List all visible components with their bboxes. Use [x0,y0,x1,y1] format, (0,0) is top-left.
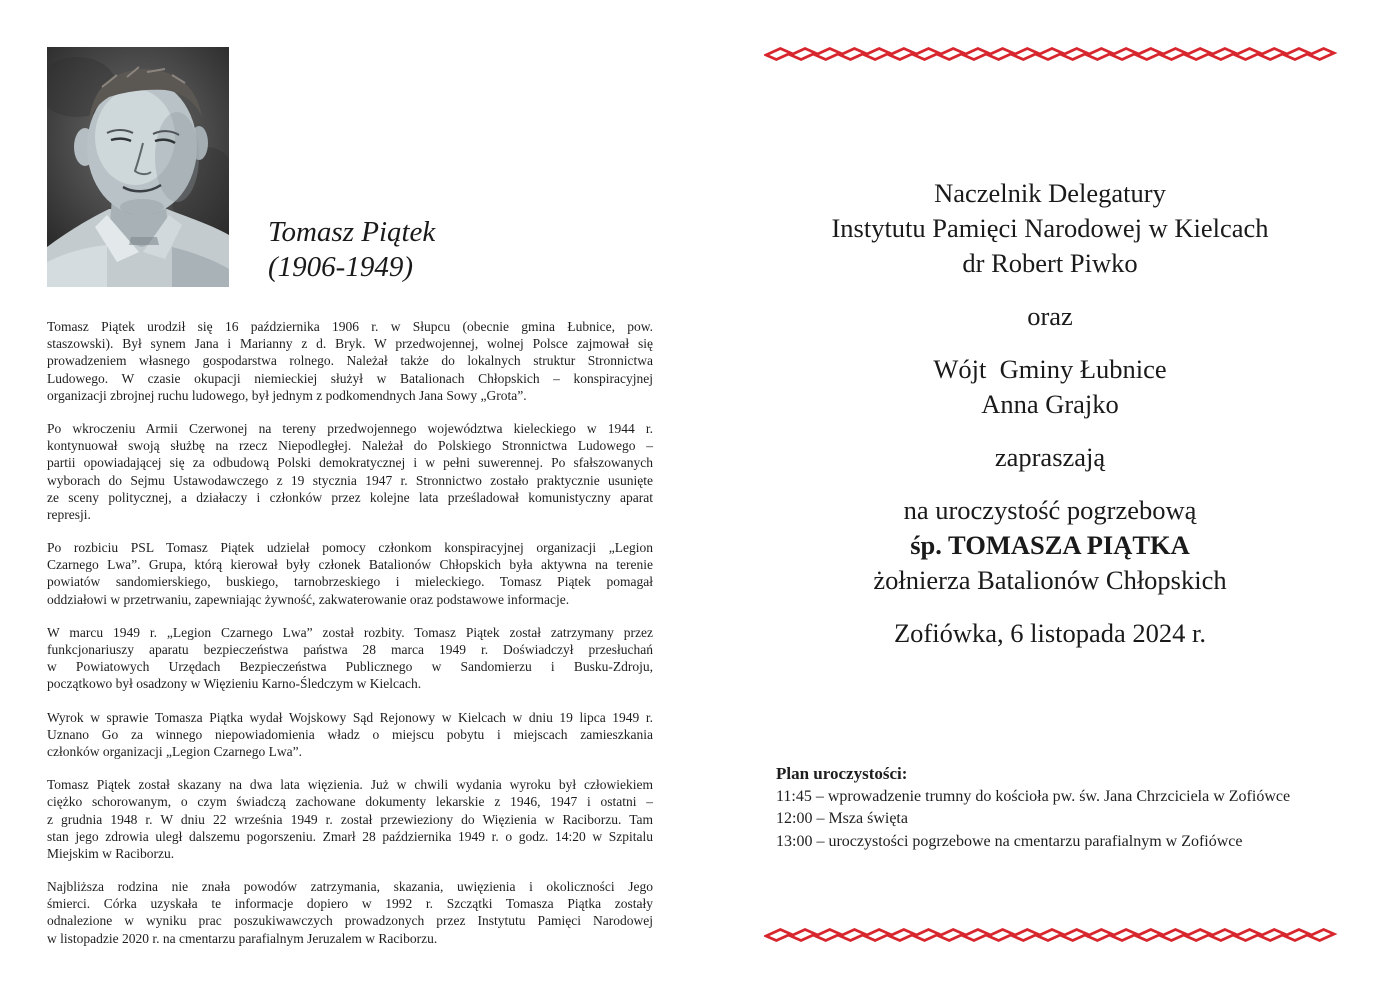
biography-paragraph [47,776,653,862]
biography-paragraph [47,420,653,523]
diamond-ornament [1285,930,1310,941]
diamond-ornament [1260,49,1285,60]
diamond-ornament [939,49,964,60]
bottom-diamond-border [764,926,1338,944]
place-date-text: Zofiówka, 6 listopada 2024 r. [893,618,1207,648]
diamond-ornament [1136,49,1161,60]
diamond-ornament [964,49,989,60]
diamond-ornament [815,930,840,941]
text-line: Po rozbiciu PSL Tomasz Piątek udzielał pomocy członkom konspiracyjnej organizacji „Legion [47,540,653,556]
host-name: dr Robert Piwko [962,248,1138,278]
host-name: Anna Grajko [981,389,1119,419]
diamond-ornament [865,930,890,941]
diamond-ornament [1112,930,1137,941]
plan-item: 11:45 – wprowadzenie trumny do kościoła pw. św. Jana Chrzciciela w Zofiówce [776,787,1291,805]
biography-paragraph [47,318,653,404]
diamond-ornament [889,49,914,60]
text-line: w listopadzie 2020 r. na cmentarzu parafialnym Jeruzalem w Raciborzu. [47,930,438,946]
event-type: na uroczystość pogrzebową [903,495,1197,525]
diamond-ornament [791,930,816,941]
biography-paragraph [47,709,653,761]
plan-item: 13:00 – uroczystości pogrzebowe na cmentarzu parafialnym w Zofiówce [776,832,1243,850]
conjunction-text: oraz [1027,301,1073,331]
text-line: W marcu 1949 r. „Legion Czarnego Lwa” został rozbity. Tomasz Piątek został zatrzymany przez [47,624,653,640]
text-line: członków organizacji „Legion Czarnego Lwa”. [47,743,303,759]
portrait-photo [47,47,229,287]
diamond-ornament [1309,930,1334,941]
text-line: ze sceny politycznej, a działaczy i członków przez kolejne lata prześladował komunistyczny aparat [47,489,653,505]
deceased-description: żołnierza Batalionów Chłopskich [873,565,1227,595]
text-line: stan jego zdrowia uległ dalszemu pogorszeniu. Zmarł 28 października 1949 r. o godz. 14:20 w Szpitalu [47,828,653,844]
diamond-ornament [1161,930,1186,941]
text-line: odnalezione w wyniku prac poszukiwawczych prowadzonych przez Instytutu Pamięci Narodowej [47,913,653,929]
diamond-ornament [914,49,939,60]
biography-paragraph [47,539,653,608]
text-line: Najbliższa rodzina nie znała powodów zatrzymania, skazania, uwięzienia i okoliczności Jego [47,879,653,895]
text-line: początkowo był osadzony w Więzieniu Karno-Śledczym w Kielcach. [47,676,422,692]
portrait-drawing [47,47,229,287]
host-ipn [760,176,1340,281]
diamond-ornament [1186,49,1211,60]
biography-text [47,318,653,963]
diamond-ornament [840,930,865,941]
event-description [760,493,1340,598]
text-line: Czarnego Lwa”. Grupa, którą kierował były członek Batalionów Chłopskich była aktywna na terenie [47,557,653,573]
ceremony-plan [776,763,1356,853]
person-name: Tomasz Piątek [268,216,436,248]
diamond-ornament [1087,49,1112,60]
diamond-ornament [1186,930,1211,941]
conjunction [760,299,1340,334]
text-line: w Powiatowych Urzędach Bezpieczeństwa Publicznego w Sandomierzu i Busku-Zdroju, [47,659,653,675]
diamond-ornament [1285,49,1310,60]
text-line: Uznano Go za winnego niepowiadomienia władz o miejscu pobytu i miejscach zamieszkania [47,726,653,742]
diamond-ornament [939,930,964,941]
diamond-ornament [1260,930,1285,941]
biography-paragraph [47,878,653,947]
text-line: ciężko schorowanym, o czym świadczą zachowane dokumenty lekarskie z 1946, 1947 i ostatni – [47,794,653,810]
text-line: śmierci. Córka uzyskała te informacje dopiero w 1992 r. Szczątki Tomasza Piątka zostały [47,896,653,912]
diamond-ornament [1211,930,1236,941]
diamond-ornament [1136,930,1161,941]
text-line: Ludowego. W czasie okupacji niemieckiej służył w Batalionach Chłopskich – konspiracyjnej [47,370,653,386]
person-title [268,215,435,285]
top-diamond-border [764,45,1338,63]
diamond-ornament [1062,49,1087,60]
diamond-ornament [1309,49,1334,60]
invitation-text [760,176,1340,669]
host-municipality [760,352,1340,422]
text-line: Tomasz Piątek został skazany na dwa lata więzienia. Już w chwili wydania wyroku był człowiekiem [47,777,653,793]
text-line: Tomasz Piątek urodził się 16 października 1906 r. w Słupcu (obecnie gmina Łubnice, pow. [47,319,653,334]
diamond-ornament [1038,49,1063,60]
host-institution: Instytutu Pamięci Narodowej w Kielcach [831,213,1269,243]
diamond-ornament [1038,930,1063,941]
diamond-ornament [889,930,914,941]
text-line: staszowski). Był synem Jana i Marianny z d. Bryk. W przedwojennej, wolnej Polsce zajmował się [47,336,653,352]
text-line: represji. [47,506,91,522]
text-line: Miejskim w Raciborzu. [47,845,175,861]
host-title: Naczelnik Delegatury [934,178,1166,208]
diamond-ornament [840,49,865,60]
text-line: partii opowiadającej się za odbudową Polski demokratycznej i w pełni suwerennej. Po sfałszowanych [47,455,653,471]
text-line: kontynuował swoją służbę na rzecz Niepodległej. Należał do Polskiego Stronnictwa Ludowego – [47,438,653,454]
host-title: Wójt Gminy Łubnice [933,354,1167,384]
text-line: powiatów sandomierskiego, buskiego, tarnobrzeskiego i mieleckiego. Tomasz Piątek pomagał [47,574,653,590]
invite-verb [760,440,1340,475]
text-line: prowadzeniem własnego gospodarstwa rolnego. Należał także do lokalnych struktur Stronnictwa [47,353,653,369]
plan-heading: Plan uroczystości: [776,764,908,783]
deceased-name: śp. TOMASZA PIĄTKA [910,530,1190,560]
diamond-ornament [1013,49,1038,60]
diamond-ornament [1235,49,1260,60]
text-line: oddziałowi w przetrwaniu, zapewniając żywność, zakwaterowanie oraz podstawowe informacje. [47,591,570,607]
text-line: organizacji zbrojnej ruchu ludowego, był jednym z podkomendnych Jana Sowy „Grota”. [47,387,527,403]
diamond-ornament [865,49,890,60]
text-line: z grudnia 1948 r. W dniu 22 września 1949 r. został przewieziony do Więzienia w Raciborzu. Tam [47,811,653,827]
text-line: wyborach do Sejmu Ustawodawczego z 19 stycznia 1947 r. Stronnictwo zostało praktycznie usunięte [47,472,653,488]
invite-verb-text: zapraszają [994,442,1106,472]
biography-paragraph [47,624,653,693]
diamond-ornament [766,49,791,60]
text-line: Wyrok w sprawie Tomasza Piątka wydał Wojskowy Sąd Rejonowy w Kielcach w dniu 19 lipca 1949 r. [47,709,653,725]
event-place-date [760,616,1340,651]
text-line: funkcjonariuszy aparatu bezpieczeństwa państwa 28 marca 1949 r. Doświadczył przesłuchań [47,642,653,657]
diamond-ornament [1211,49,1236,60]
person-years: (1906-1949) [268,251,413,283]
text-line: Po wkroczeniu Armii Czerwonej na tereny przedwojennego województwa kieleckiego w 1944 r. [47,420,653,436]
diamond-ornament [988,49,1013,60]
plan-item: 12:00 – Msza święta [776,810,908,827]
diamond-ornament [1062,930,1087,941]
diamond-ornament [988,930,1013,941]
diamond-ornament [914,930,939,941]
diamond-ornament [1235,930,1260,941]
diamond-ornament [964,930,989,941]
diamond-ornament [791,49,816,60]
diamond-ornament [766,930,791,941]
diamond-ornament [1112,49,1137,60]
diamond-ornament [1013,930,1038,941]
diamond-ornament [1161,49,1186,60]
diamond-ornament [1087,930,1112,941]
diamond-ornament [815,49,840,60]
